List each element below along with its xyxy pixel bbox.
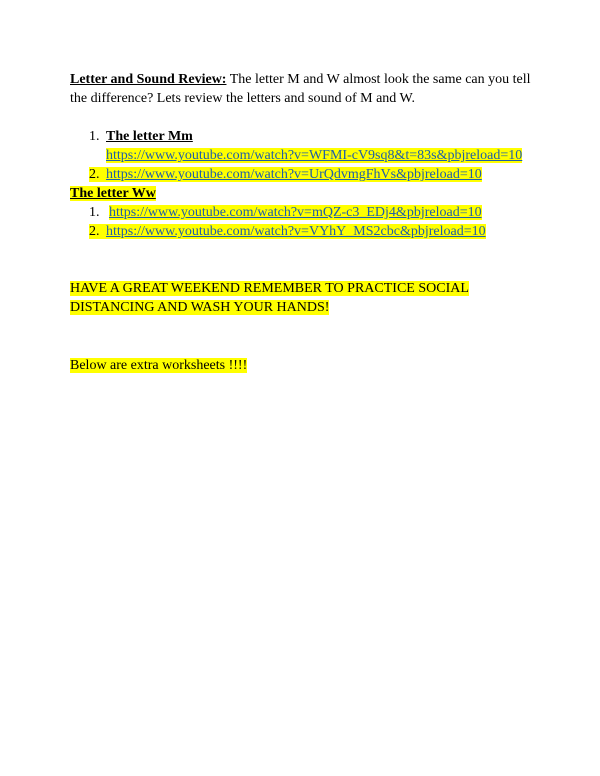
list-number: 2. xyxy=(89,224,100,239)
list-item-mm-2 xyxy=(89,165,482,184)
review-text-1: The letter M and W almost look the same can you tell xyxy=(226,72,531,87)
ww-title-line xyxy=(70,184,156,203)
list-item-ww-1 xyxy=(89,203,482,222)
closing-text-1: HAVE A GREAT WEEKEND REMEMBER TO PRACTICE SOCIAL xyxy=(70,281,469,296)
list-number: 1. xyxy=(89,205,100,220)
review-paragraph-line-1 xyxy=(70,70,531,89)
closing-line-1 xyxy=(70,279,469,298)
ww-video-link-2[interactable]: https://www.youtube.com/watch?v=VYhY_MS2cbc&pbjreload=10 xyxy=(106,224,486,239)
mm-video-link-1[interactable]: https://www.youtube.com/watch?v=WFMI-cV9sq8&t=83s&pbjreload=10 xyxy=(106,148,523,163)
mm-video-link-2[interactable]: https://www.youtube.com/watch?v=UrQdvmgFhVs&pbjreload=10 xyxy=(106,167,482,182)
review-paragraph-line-2 xyxy=(70,89,415,108)
review-heading: Letter and Sound Review: xyxy=(70,72,227,87)
extra-worksheets-line xyxy=(70,356,247,375)
closing-text-2: DISTANCING AND WASH YOUR HANDS! xyxy=(70,300,330,315)
list-item-mm-1-link-line xyxy=(106,146,522,165)
list-number: 2. xyxy=(89,167,100,182)
list-number: 1. xyxy=(89,129,100,144)
mm-title: The letter Mm xyxy=(106,129,193,144)
ww-video-link-1[interactable]: https://www.youtube.com/watch?v=mQZ-c3_EDj4&pbjreload=10 xyxy=(109,205,482,220)
ww-title: The letter Ww xyxy=(70,186,156,201)
extra-worksheets-text: Below are extra worksheets !!!! xyxy=(70,358,248,373)
review-text-2: the difference? Lets review the letters and sound of M and W. xyxy=(70,91,415,106)
closing-line-2 xyxy=(70,298,329,317)
list-item-ww-2 xyxy=(89,222,486,241)
list-item-mm-1 xyxy=(89,127,193,146)
